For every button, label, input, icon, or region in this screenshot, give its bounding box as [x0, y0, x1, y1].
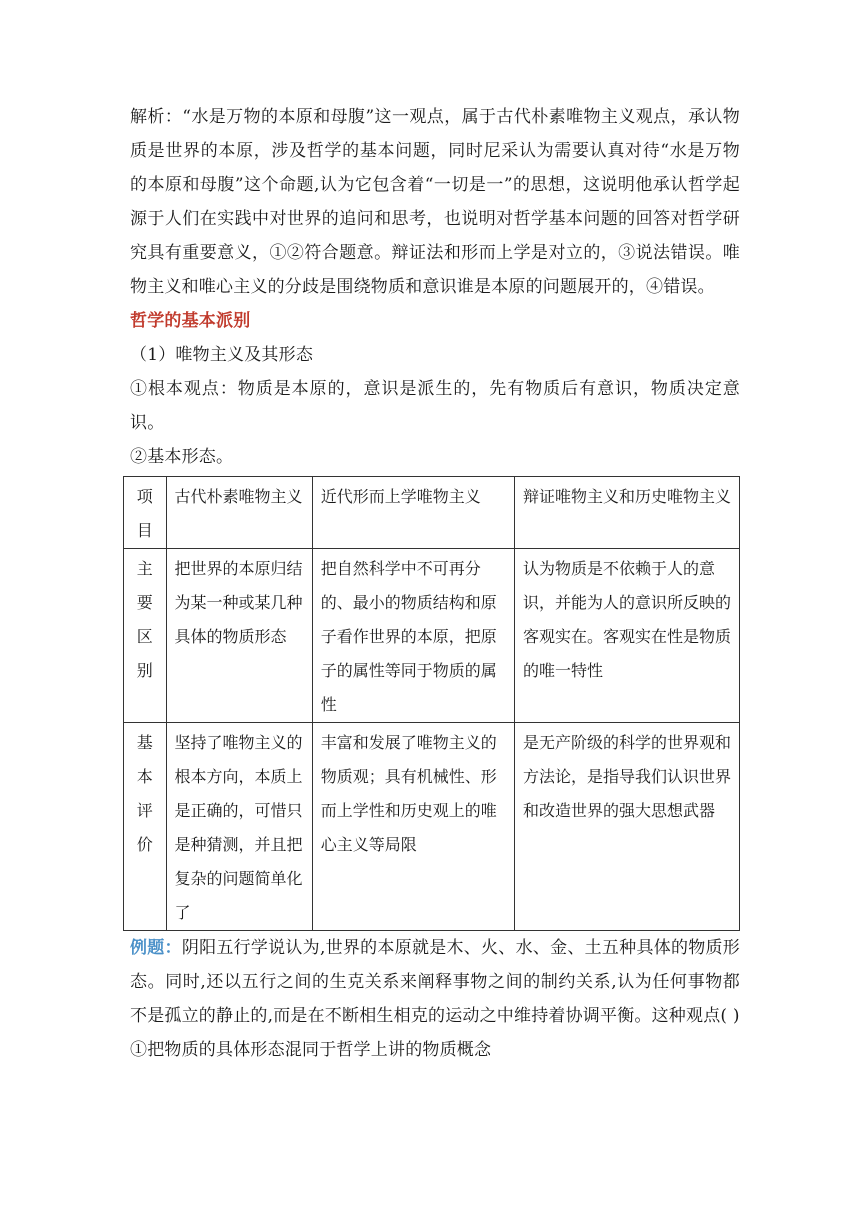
example-paragraph [130, 931, 740, 1033]
table-cell: 坚持了唯物主义的根本方向，本质上是正确的，可惜只是种猜测，并且把复杂的问题简单化了 [166, 723, 312, 931]
table-cell: 把自然科学中不可再分的、最小的物质结构和原子看作世界的本原，把原子的属性等同于物质的属性 [312, 549, 514, 723]
point-fundamental-view: ①根本观点：物质是本原的，意识是派生的，先有物质后有意识，物质决定意识。 [130, 379, 740, 433]
table-row-label: 基本评价 [124, 723, 167, 931]
document-page [130, 100, 740, 1067]
table-header-cell: 古代朴素唯物主义 [166, 477, 312, 549]
table-row-label: 主要区别 [124, 549, 167, 723]
table-cell: 认为物质是不依赖于人的意识，并能为人的意识所反映的客观实在。客观实在性是物质的唯一特性 [514, 549, 739, 723]
example-option-1: ①把物质的具体形态混同于哲学上讲的物质概念 [130, 1040, 492, 1060]
table-header-cell: 近代形而上学唯物主义 [312, 477, 514, 549]
example-text: 阴阳五行学说认为,世界的本原就是木、火、水、金、土五种具体的物质形态。同时,还以五行之间的生克关系来阐释事物之间的制约关系,认为任何事物都不是孤立的静止的,而是在不断相生相克的运动之中维持着协调平衡。这种观点( ) [130, 938, 740, 1026]
table-header-cell: 项目 [124, 477, 167, 549]
table-cell: 丰富和发展了唯物主义的物质观；具有机械性、形而上学性和历史观上的唯心主义等局限 [312, 723, 514, 931]
materialism-forms-table [123, 476, 740, 931]
section-heading: 哲学的基本派别 [130, 311, 251, 331]
subsection-title: （1）唯物主义及其形态 [130, 345, 314, 365]
table-cell: 是无产阶级的科学的世界观和方法论，是指导我们认识世界和改造世界的强大思想武器 [514, 723, 739, 931]
example-label: 例题： [130, 938, 182, 958]
table-header-row [124, 477, 740, 549]
table-row [124, 549, 740, 723]
analysis-paragraph: 解析：“水是万物的本原和母腹”这一观点，属于古代朴素唯物主义观点，承认物质是世界的本原，涉及哲学的基本问题，同时尼采认为需要认真对待“水是万物的本原和母腹”这个命题,认为它包含着“一切是一”的思想，这说明他承认哲学起源于人们在实践中对世界的追问和思考，也说明对哲学基本问题的回答对哲学研究具有重要意义，①②符合题意。辩证法和形而上学是对立的，③说法错误。唯物主义和唯心主义的分歧是围绕物质和意识谁是本原的问题展开的，④错误。 [130, 107, 740, 297]
table-header-cell: 辩证唯物主义和历史唯物主义 [514, 477, 739, 549]
table-row [124, 723, 740, 931]
table-cell: 把世界的本原归结为某一种或某几种具体的物质形态 [166, 549, 312, 723]
point-basic-forms: ②基本形态。 [130, 447, 234, 467]
